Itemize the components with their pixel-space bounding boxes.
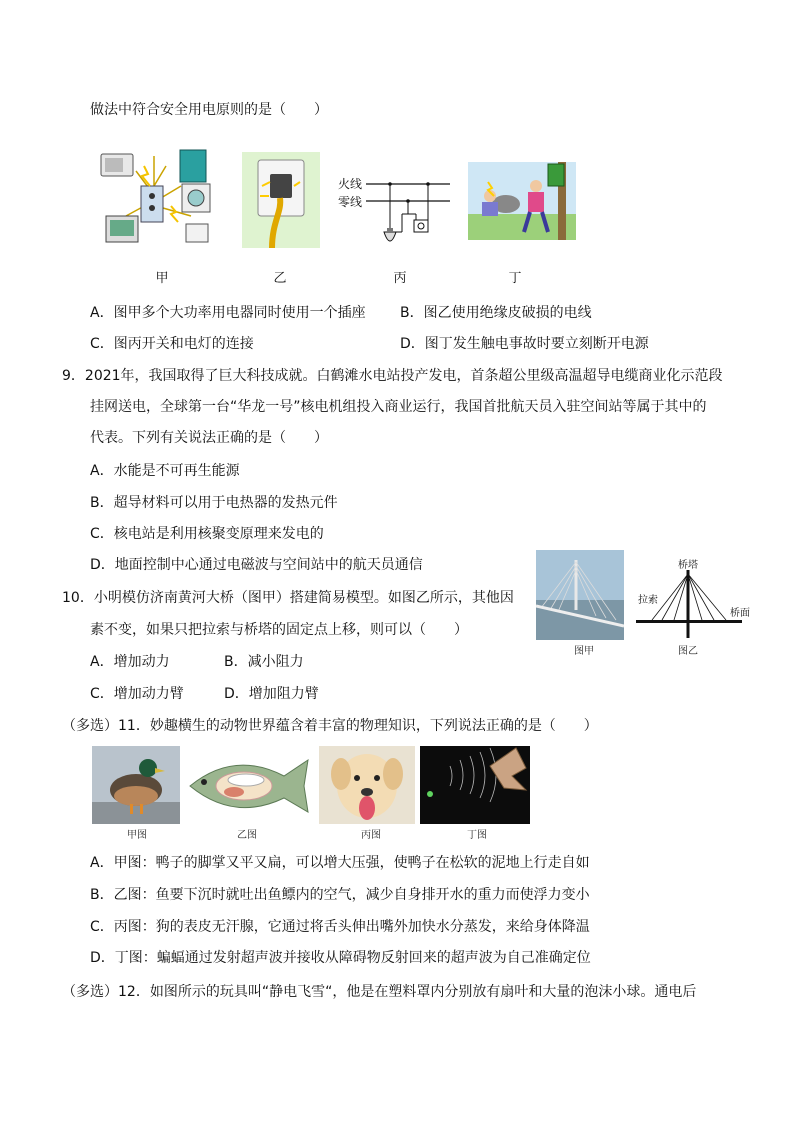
neutral-wire-label: 零线 xyxy=(338,195,363,209)
q11-figure-fish xyxy=(184,746,314,824)
q9-option-c: C．核电站是利用核聚变原理来发电的 xyxy=(90,526,324,542)
q11-figure-duck xyxy=(92,746,180,824)
q10-option-a: A．增加动力 xyxy=(90,654,170,670)
q12-stem: （多选）12．如图所示的玩具叫“静电飞雪“，他是在塑料罩内分别放有扇叶和大量的泡沫小球。通电后 xyxy=(62,984,697,1000)
q8-figure-yi xyxy=(242,152,320,248)
q8-stem: 做法中符合安全用电原则的是（ ） xyxy=(90,102,328,118)
q9-option-b: B．超导材料可以用于电热器的发热元件 xyxy=(90,495,338,511)
q11-caption-bing: 丙图 xyxy=(361,830,381,841)
tower-label: 桥塔 xyxy=(678,560,698,571)
q11-caption-jia: 甲图 xyxy=(127,830,147,841)
q10-stem-line1: 10．小明模仿济南黄河大桥（图甲）搭建简易模型。如图乙所示，其他因 xyxy=(62,590,514,606)
q11-stem: （多选）11．妙趣横生的动物世界蕴含着丰富的物理知识，下列说法正确的是（ ） xyxy=(62,718,598,734)
q8-figure-jia xyxy=(96,136,218,254)
q9-stem-line2: 挂网送电，全球第一台“华龙一号”核电机组投入商业运行，我国首批航天员入驻空间站等属于其中的 xyxy=(90,399,707,415)
q8-option-c: C．图丙开关和电灯的连接 xyxy=(90,336,254,352)
q11-caption-yi: 乙图 xyxy=(237,830,257,841)
q8-caption-jia: 甲 xyxy=(155,271,169,286)
cable-label: 拉索 xyxy=(638,595,658,606)
q11-option-d: D．丁图：蝙蝠通过发射超声波并接收从障碍物反射回来的超声波为自己准确定位 xyxy=(90,950,591,966)
q11-figure-dog xyxy=(319,746,415,824)
deck-label: 桥面 xyxy=(730,608,750,619)
q8-figure-ding xyxy=(468,162,576,240)
q10-figure-model xyxy=(632,556,750,642)
q10-stem-line2: 素不变，如果只把拉索与桥塔的固定点上移，则可以（ ） xyxy=(90,622,468,638)
q10-caption-jia: 图甲 xyxy=(574,646,594,657)
q8-caption-bing: 丙 xyxy=(393,271,407,286)
q10-option-c: C．增加动力臂 xyxy=(90,686,184,702)
q8-figure-bing xyxy=(336,170,454,254)
q9-stem-line1: 9．2021年，我国取得了巨大科技成就。白鹤滩水电站投产发电，首条超公里级高温超导电缆商业化示范段 xyxy=(62,368,723,384)
q11-option-b: B．乙图：鱼要下沉时就吐出鱼鳔内的空气，减少自身排开水的重力而使浮力变小 xyxy=(90,887,590,903)
q8-option-a: A．图甲多个大功率用电器同时使用一个插座 xyxy=(90,305,366,321)
q9-option-d: D．地面控制中心通过电磁波与空间站中的航天员通信 xyxy=(90,557,423,573)
q8-caption-ding: 丁 xyxy=(508,271,522,286)
q8-option-d: D．图丁发生触电事故时要立刻断开电源 xyxy=(400,336,649,352)
q11-caption-ding: 丁图 xyxy=(467,830,487,841)
q11-option-a: A．甲图：鸭子的脚掌又平又扁，可以增大压强，使鸭子在松软的泥地上行走自如 xyxy=(90,855,590,871)
q8-option-b: B．图乙使用绝缘皮破损的电线 xyxy=(400,305,592,321)
live-wire-label: 火线 xyxy=(338,177,363,191)
q9-stem-line3: 代表。下列有关说法正确的是（ ） xyxy=(90,430,328,446)
q10-figure-bridge-photo xyxy=(536,550,624,640)
q11-figure-bat xyxy=(420,746,530,824)
q9-option-a: A．水能是不可再生能源 xyxy=(90,463,240,479)
q10-caption-yi: 图乙 xyxy=(678,646,698,657)
q11-option-c: C．丙图：狗的表皮无汗腺，它通过将舌头伸出嘴外加快水分蒸发，来给身体降温 xyxy=(90,919,590,935)
q10-option-d: D．增加阻力臂 xyxy=(224,686,319,702)
q8-caption-yi: 乙 xyxy=(273,271,287,286)
q10-option-b: B．减小阻力 xyxy=(224,654,304,670)
